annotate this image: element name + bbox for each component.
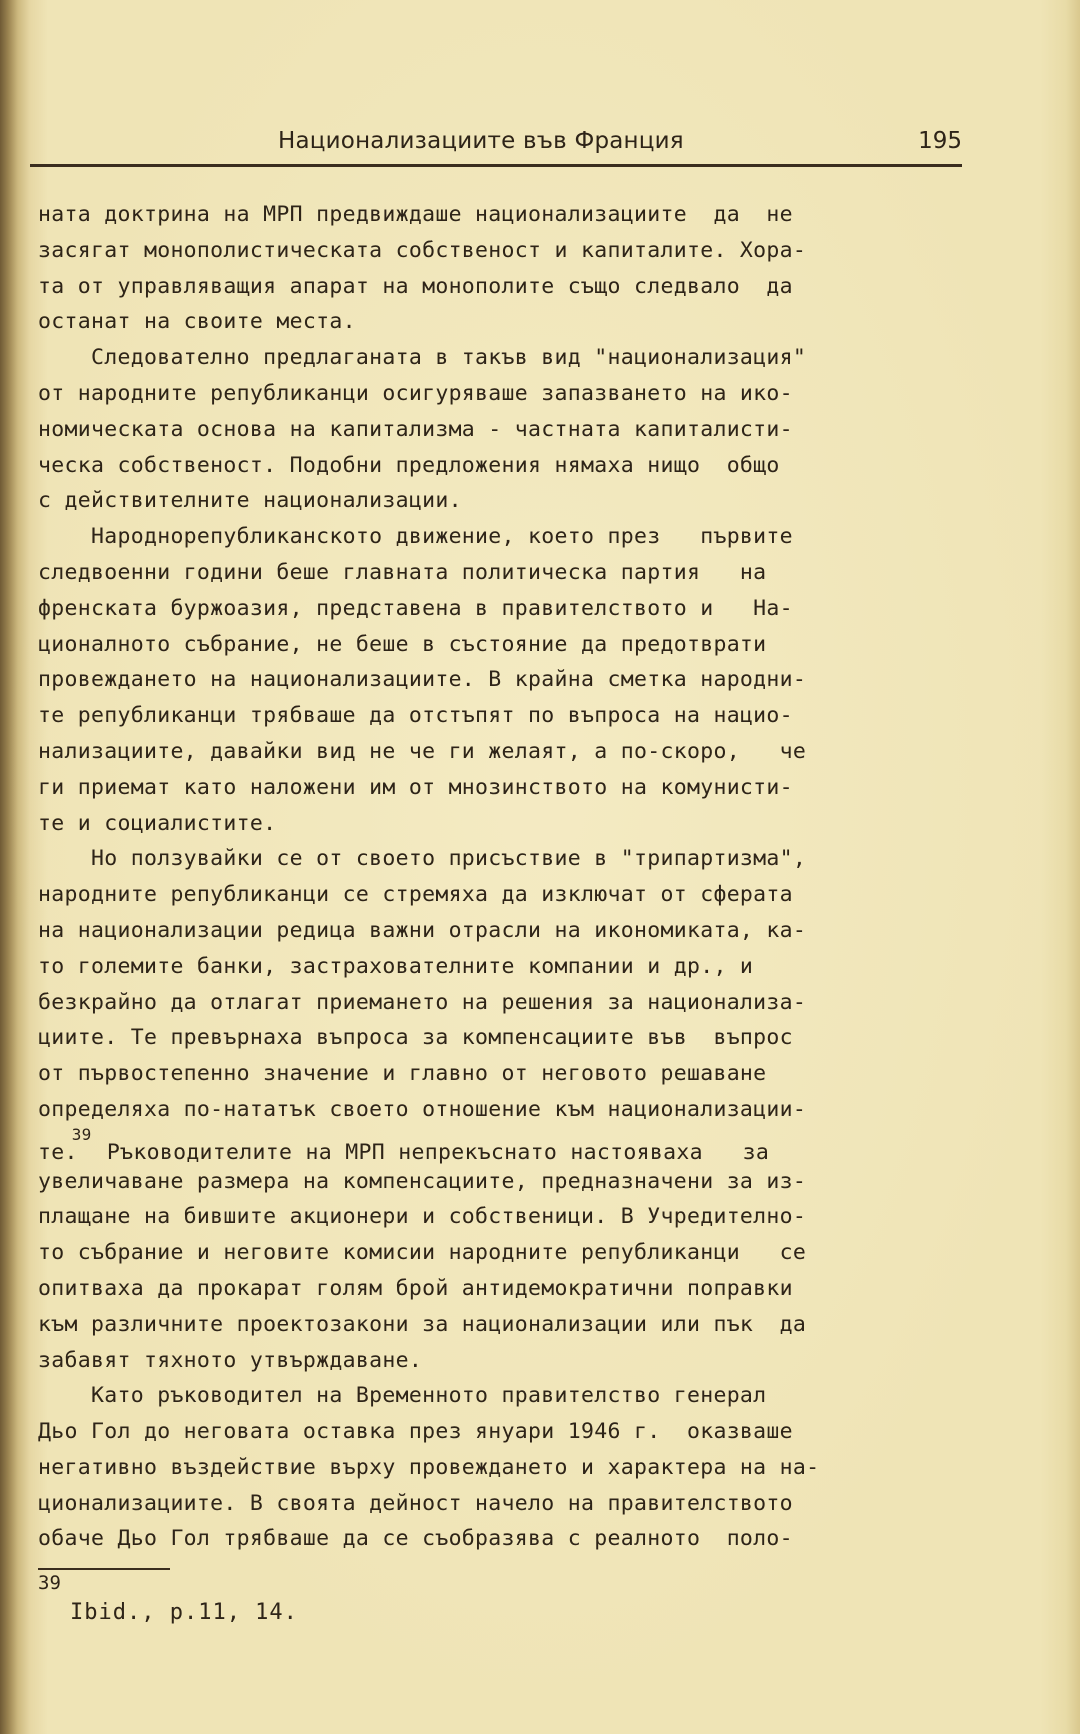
running-title: Национализациите във Франция: [278, 128, 684, 154]
text-line: ната доктрина на МРП предвиждаше национализациите да не: [38, 202, 793, 227]
text-line: циите. Те превърнаха въпроса за компенсациите във въпрос: [38, 1025, 793, 1051]
text-line: следвоенни години беше главната политическа партия на: [38, 559, 767, 585]
text-line: то събрание и неговите комисии народните републиканци се: [38, 1240, 807, 1266]
text-line: нализациите, давайки вид не че ги желаят, а по-скоро, че: [38, 738, 807, 764]
text-line: засягат монополистическата собственост и капиталите. Хора-: [38, 237, 807, 263]
footnote-reference[interactable]: 39: [71, 1124, 92, 1144]
text-fragment: те.: [38, 1139, 78, 1165]
body-text: [38, 197, 983, 1557]
text-line: ционалното събрание, не беше в състояние да предотврати: [38, 631, 767, 657]
text-line: останат на своите места.: [38, 309, 356, 335]
text-line: номическата основа на капитализма - частната капиталисти-: [38, 416, 793, 442]
footnote-divider: [38, 1568, 170, 1570]
text-line: Дьо Гол до неговата оставка през януари 1946 г. оказваше: [38, 1419, 793, 1445]
text-line: провеждането на национализациите. В крайна сметка народни-: [38, 667, 807, 693]
text-line: забавят тяхното утвърждаване.: [38, 1347, 423, 1373]
text-line: негативно въздействие върху провеждането и характера на на-: [38, 1454, 820, 1480]
page-number: 195: [918, 128, 962, 154]
text-line: та от управляващия апарат на монополите също следвало да: [38, 273, 793, 299]
text-fragment: Ръководителите на МРП непрекъснато настояваха за: [93, 1139, 770, 1165]
text-line: опитваха да прокарат голям брой антидемократични поправки: [38, 1275, 793, 1301]
text-line: от народните републиканци осигуряваше запазването на ико-: [38, 380, 793, 406]
text-line-with-footnote-ref: [38, 1124, 983, 1165]
text-line: Народнорепубликанското движение, което през първите: [38, 524, 793, 550]
text-line: ционализациите. В своята дейност начело на правителството: [38, 1490, 793, 1516]
text-line: народните републиканци се стремяха да изключат от сферата: [38, 882, 793, 908]
text-line: от първостепенно значение и главно от неговото решаване: [38, 1061, 767, 1087]
footnote-number: 39: [38, 1572, 61, 1594]
text-line: то големите банки, застрахователните компании и др., и: [38, 953, 754, 979]
text-line: Като ръководител на Временното правителство генерал: [38, 1383, 767, 1409]
text-line: към различните проектозакони за национализации или пък да: [38, 1311, 807, 1337]
text-line: Следователно предлаганата в такъв вид "национализация": [38, 345, 807, 371]
text-line: обаче Дьо Гол трябваше да се съобразява с реалното поло-: [38, 1526, 793, 1552]
text-line: ги приемат като наложени им от мнозинството на комунисти-: [38, 774, 793, 800]
text-line: увеличаване размера на компенсациите, предназначени за из-: [38, 1168, 807, 1194]
text-line: с действителните национализации.: [38, 488, 462, 514]
text-line: на национализации редица важни отрасли на икономиката, ка-: [38, 917, 807, 943]
text-line: плащане на бившите акционери и собственици. В Учредително-: [38, 1204, 807, 1230]
text-line: ческа собственост. Подобни предложения нямаха нищо общо: [38, 452, 780, 478]
text-line: определяха по-нататък своето отношение към национализации-: [38, 1096, 807, 1122]
text-line: Но ползувайки се от своето присъствие в "трипартизма",: [38, 846, 807, 872]
text-line: френската буржоазия, представена в правителството и На-: [38, 595, 793, 621]
text-line: те и социалистите.: [38, 810, 277, 836]
text-line: безкрайно да отлагат приемането на решения за национализа-: [38, 989, 807, 1015]
footnote-text: Ibid., p.11, 14.: [70, 1600, 298, 1625]
text-line: те републиканци трябваше да отстъпят по въпроса на нацио-: [38, 703, 793, 729]
running-header: [30, 124, 962, 167]
